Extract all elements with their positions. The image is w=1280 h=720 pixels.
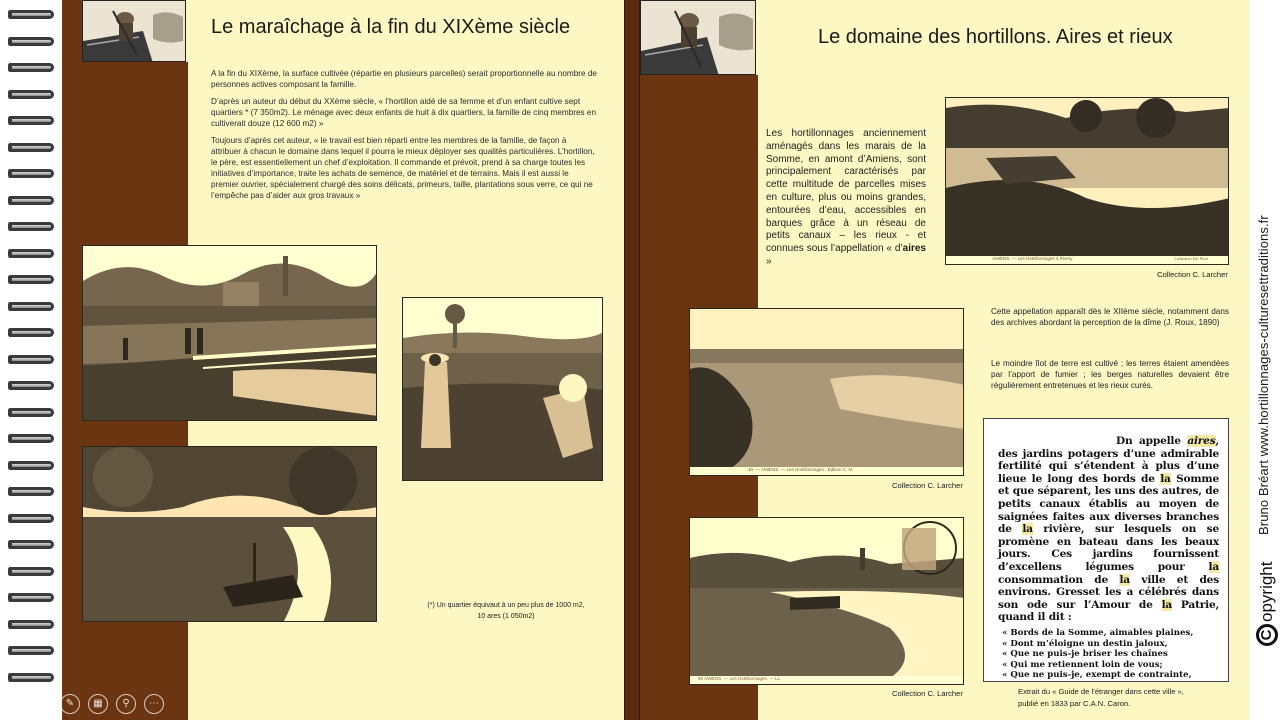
spiral-ring (8, 275, 54, 284)
book-la-2: la (1022, 523, 1033, 536)
copyright-mark (1256, 562, 1278, 646)
spiral-ring (8, 540, 54, 549)
spiral-ring (8, 355, 54, 364)
left-paragraph-3: Toujours d’après cet auteur, « le travail est bien réparti entre les membres de la famille, de façon à attribuer à chacun le domaine dans lequel il pourra le mieux déployer ses qualités particulières. L’hortillon, le père, est essentiellement un chef d’exploitation. Il commande et prévoit, prend à sa charge toutes les initiatives d’importance, traite les achats de semence, de matériel et de terrains. Mais il est aussi le premier ouvrier, spécialement chargé des soins délicats, primeurs, taille, plantations sous verre, ce qui ne l’empêche pas d’aider aux gros travaux » (211, 136, 595, 200)
spiral-ring (8, 646, 54, 655)
photo-woman-gardening (402, 297, 603, 481)
spiral-ring (8, 620, 54, 629)
spiral-ring (8, 593, 54, 602)
book-text-d: rivière, sur lesquels on se promène en bateau dans les beaux jours. Ces jardins fournissent d’excellens légumes pour (998, 523, 1219, 573)
spiral-ring (8, 169, 54, 178)
book-text-b: , des jardins potagers d’une admirable fertilité qui s’étendent à plus d’une lieue le long des bords de (998, 435, 1219, 485)
footnote (408, 600, 604, 622)
spiral-ring (8, 249, 54, 258)
slides-icon[interactable]: ▦ (88, 694, 108, 714)
spiral-ring (8, 143, 54, 152)
zoom-icon[interactable]: ⚲ (116, 694, 136, 714)
book-text-g: Patrie, quand il dit : (998, 598, 1219, 624)
right-paragraph-3: Le moindre îlot de terre est cultivé ; les terres étaient amendées par l’apport de fumier ; les berges naturelles devaient être régulièrement entretenues et les rieux curés. (991, 359, 1229, 390)
postcard-rivery (945, 97, 1229, 265)
forward-icon[interactable]: → (32, 694, 52, 714)
book-text-e: consommation de (998, 573, 1120, 586)
slideshow-toolbar (4, 694, 164, 714)
spiral-ring (8, 514, 54, 523)
spiral-ring (8, 302, 54, 311)
caption-collection-2: Collection C. Larcher (892, 481, 963, 490)
author-credit: Bruno Bréart www.hortillonnages-culturesettraditions.fr (1256, 215, 1271, 535)
copyright-word: opyright (1257, 561, 1276, 622)
spiral-ring (8, 408, 54, 417)
spiral-ring (8, 381, 54, 390)
spiral-ring (8, 10, 54, 19)
spiral-ring (8, 116, 54, 125)
spiral-binding (0, 0, 62, 720)
postcard1-edition: Collection ND Phot (1174, 256, 1208, 261)
photo-canal-boat (82, 446, 377, 622)
spiral-ring (8, 90, 54, 99)
right-paragraph-2: Cette appellation apparaît dès le XIIème siècle, notamment dans des archives abordant la perception de la dîme (J. Roux, 1890) (991, 307, 1229, 327)
book-la-1: la (1160, 472, 1171, 485)
spiral-ring (8, 567, 54, 576)
book-la-4: la (1119, 573, 1130, 586)
intro-bold-aires: aires (902, 243, 926, 255)
postcard3-legend: 90 AMIENS. — Les Hortillonnages. — LL. (698, 676, 782, 681)
book-text-c: Somme et que séparent, les uns des autres, de petits canaux établis au moyen de saignées faites aux diverses branches de (998, 472, 1219, 536)
left-paragraph-1: A la fin du XIXème, la surface cultivée (répartie en plusieurs parcelles) serait proportionnelle au nombre de personnes actives composant la famille. (211, 69, 597, 89)
poem-line: « Qui me retiennent loin de vous; (1002, 659, 1163, 670)
intro-text: Les hortillonnages anciennement aménagés dans les marais de la Somme, en amont d’Amiens, sont principalement caractérisés par cette multitude de parcelles mises en culture, plus ou moins grandes, entourées d’eau, accessibles en barques grâce à un réseau de petits canaux – les rieux - et connues sous l’appellation « d’ (766, 128, 926, 255)
gresset-poem (998, 628, 1219, 682)
caption-collection-1: Collection C. Larcher (1157, 270, 1228, 279)
poem-line: « Que ne puis-je briser les chaînes (1002, 649, 1168, 660)
book-excerpt (983, 418, 1229, 682)
book-excerpt-paragraph (998, 435, 1219, 624)
spiral-ring (8, 328, 54, 337)
more-icon[interactable]: ⋯ (144, 694, 164, 714)
book-la-5: la (1161, 598, 1173, 611)
hortillon-boat-vignette-right (640, 0, 756, 75)
spiral-ring (8, 434, 54, 443)
book-aires-highlight: aires (1187, 435, 1216, 447)
left-brown-border (62, 0, 82, 720)
intro-end: » (766, 255, 772, 267)
spiral-ring (8, 63, 54, 72)
left-page-title: Le maraîchage à la fin du XIXème siècle (211, 16, 571, 38)
caption-collection-3: Collection C. Larcher (892, 689, 963, 698)
left-paragraph-2: D’après un auteur du début du XXème siècle, « l’hortillon aidé de sa femme et d’un enfant cultive sept quartiers * (7 350m2). Le ménage avec deux enfants de huit à dix quartiers, la famille de cinq membres en cultiverait douze (12 600 m2) » (211, 97, 597, 128)
copyright-icon: C (1256, 624, 1278, 646)
poem-line: « Dont m’éloigne un destin jaloux, (1002, 638, 1168, 649)
photo-footbridge (82, 245, 377, 421)
spiral-ring (8, 487, 54, 496)
hortillon-boat-vignette-left (82, 0, 186, 62)
book-caption (1018, 686, 1184, 710)
book-text-a: Dn appelle (1116, 435, 1188, 447)
poem-line: « Que ne puis-je, exempt de contrainte, (1002, 670, 1192, 681)
back-icon[interactable]: ← (4, 694, 24, 714)
pen-icon[interactable]: ✎ (60, 694, 80, 714)
spiral-ring (8, 461, 54, 470)
spiral-ring (8, 37, 54, 46)
postcard2-legend: 40. — AMIENS. — Les Hortillonnages - Edition C. N. (748, 467, 854, 472)
book-caption-line-2: publié en 1833 par C.A.N. Caron. (1018, 699, 1131, 708)
book-la-3: la (1208, 560, 1219, 573)
right-page-title: Le domaine des hortillons. Aires et rieux (818, 26, 1173, 48)
book-caption-line-1: Extrait du « Guide de l’étranger dans cette ville », (1018, 687, 1184, 696)
footnote-line-1: (*) Un quartier équivaut à un peu plus de 1000 m2, (427, 602, 585, 609)
footnote-line-2: 10 ares (1 050m2) (477, 613, 535, 620)
poem-line: « Bords de la Somme, aimables plaines, (1002, 627, 1194, 638)
book-gutter (624, 0, 640, 720)
spiral-ring (8, 222, 54, 231)
postcard-marsh (689, 308, 964, 476)
left-text-block (211, 68, 597, 207)
book-text-f: ville et des environs. Gresset les a célébrés dans son ode sur l’Amour de (998, 573, 1219, 611)
poem-line (1002, 681, 1219, 682)
right-intro-paragraph (766, 128, 926, 269)
postcard-canal-stamp (689, 517, 964, 685)
spiral-ring (8, 196, 54, 205)
spiral-ring (8, 673, 54, 682)
postcard1-legend: AMIENS. — Les Hortillonnages à Rivery (992, 256, 1073, 261)
